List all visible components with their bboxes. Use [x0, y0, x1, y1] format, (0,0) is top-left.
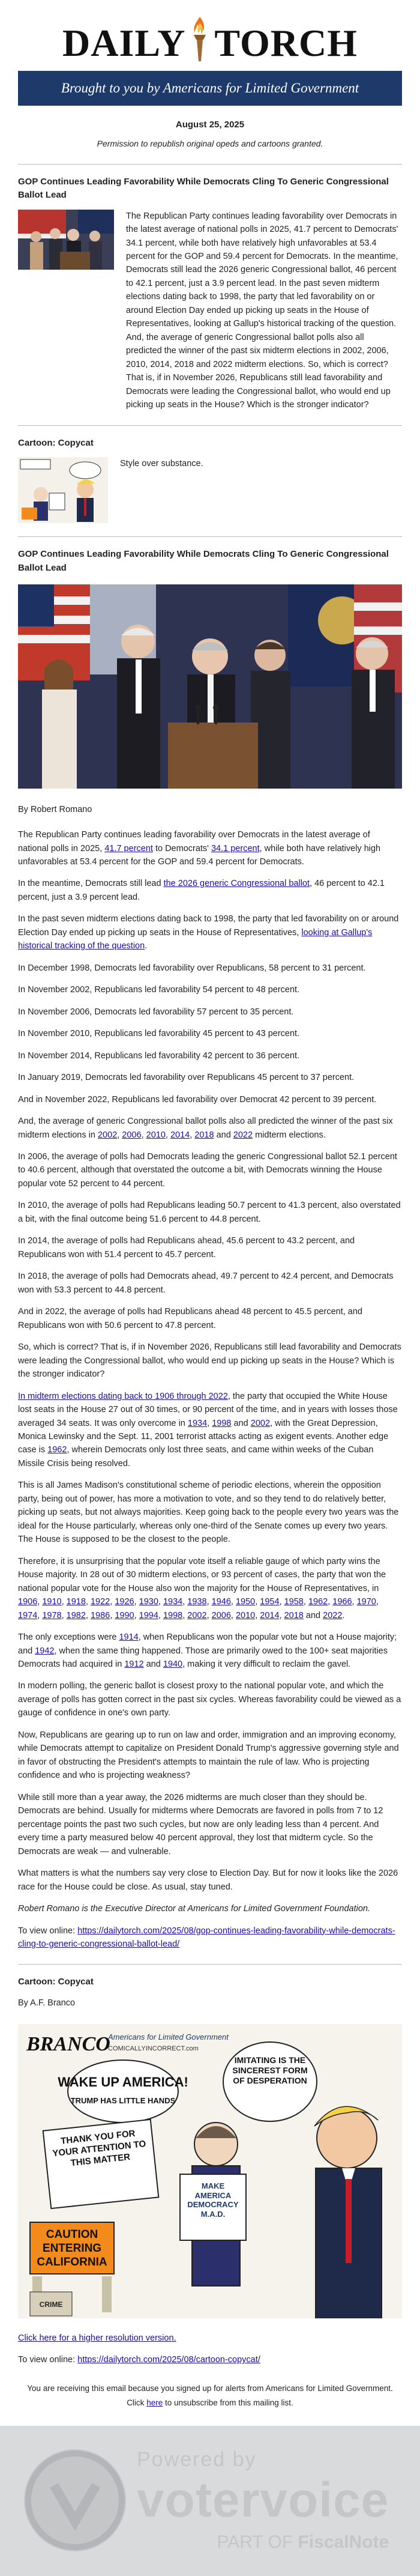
article-paragraph: In 2018, the average of polls had Democrats ahead, 49.7 percent to 42.4 percent, and Democrats won with 53.3 percent to 44.8 percent. [18, 1271, 394, 1295]
hires-link[interactable]: Click here for a higher resolution version. [18, 2333, 176, 2343]
issue-date: August 25, 2025 [175, 119, 245, 130]
article-paragraph: In November 2014, Republicans led favorability 42 percent to 36 percent. [18, 1050, 300, 1061]
link-year[interactable]: 1934 [187, 1418, 208, 1428]
footer-notice: You are receiving this email because you signed up for alerts from Americans for Limited Government. [27, 2383, 393, 2393]
link-year[interactable]: 1910 [42, 1597, 62, 1607]
text-run: to unsubscribe from this mailing list. [163, 2398, 293, 2408]
votervoice-brand: votervoice [137, 2473, 389, 2528]
link-year[interactable]: 2014 [170, 1130, 190, 1140]
summary-gop-favorability [18, 175, 402, 412]
link-year[interactable]: 1914 [119, 1632, 139, 1643]
divider [18, 536, 402, 537]
cartoon-barricade-text: CAUTION ENTERING CALIFORNIA [37, 2228, 107, 2269]
link-year[interactable]: 1954 [260, 1597, 280, 1607]
link-year[interactable]: 1986 [90, 1610, 110, 1620]
text-run: and [231, 1418, 251, 1428]
fiscalnote-brand: FiscalNote [298, 2532, 389, 2553]
article-paragraph: In 2006, the average of polls had Democrats leading the generic Congressional ballot 52.1 percent to 40.6 percent, although that overstated the outcome a bit, with Democrats winning the House popular vote 52 percent to 44 percent. [18, 1152, 397, 1189]
text-run: , wherein Democrats only lost three seats, and came within weeks of the Cuban Missile Crisis being resolved. [18, 1445, 374, 1468]
year-link-list: 1906, 1910, 1918, 1922, 1926, 1930, 1934, 1938, 1946, 1950, 1954, 1958, 1962, 1966, 1970, 1974, 1978, 1982, 1986, 1990, 1994, 1998, 2002, 2006, 2010, 2014, 2018 [18, 1597, 379, 1620]
text-run: In the meantime, Democrats still lead [18, 879, 164, 889]
link-year[interactable]: 1966 [332, 1597, 352, 1607]
link-favorability-dem[interactable]: 34.1 percent [211, 843, 260, 853]
article-paragraph: And, the average of generic Congressional ballot polls also all predicted the winner of the past six midterm elections in 2002, 2006, 2010, 2014, 2018 and 2022 midterm elections. [18, 1117, 393, 1140]
link-generic-ballot[interactable]: the 2026 generic Congressional ballot [163, 879, 310, 889]
link-year[interactable]: 1906 [18, 1597, 38, 1607]
link-year[interactable]: 1942 [35, 1646, 55, 1656]
author-bio [18, 1902, 402, 1915]
link-year[interactable]: 2022 [323, 1610, 343, 1620]
view-online-label: To view online: [18, 2355, 78, 2365]
masthead [18, 0, 402, 106]
summary-title-cartoon[interactable]: Cartoon: Copycat [18, 437, 94, 448]
link-year[interactable]: 1958 [284, 1597, 304, 1607]
text-run: and [303, 1610, 323, 1620]
article-paragraph: While still more than a year away, the 2026 midterms are much closer than they should be. Democrats are behind. Usually for midterms where Democrats are favored in polls from 7 to 12 percentage points the past two such cycles, but now are only leading less than 4 percent. And every time a party measured below 40 percent approval, they lost that midterm cycle. So the Democrats are weak — and vulnerable. [18, 1792, 383, 1856]
cartoon-brand-site: COMICALLYINCORRECT.com [108, 2045, 199, 2053]
article-paragraph: In November 2002, Republicans led favorability 54 percent to 48 percent. [18, 985, 300, 995]
link-year[interactable]: 1998 [212, 1418, 232, 1428]
text-run: , when the same thing happened. Those are primarily owed to the 100+ seat majorities Democrats had acquired in [18, 1646, 388, 1670]
link-year[interactable]: 1912 [124, 1659, 144, 1670]
summary-text-gop: The Republican Party continues leading favorability over Democrats in the latest average of national polls in 2025, 41.7 percent to Democrats' 34.1 percent, while both have relatively high unfavorables at 53.4 percent for the GOP and 59.4 percent for Democrats. In the meantime, Democrats still lead the 2026 generic Congressional ballot, 46 percent to 42.1 percent, just a 3.9 percent lead. In the past seven midterm elections dating back to 1998, the party that led favorability on or around Election Day ended up picking up seats in the House of Representatives, looking at Gallup's historical tracking of the question. And, the average of generic Congressional ballot polls also all predicted the winner of the past six midterm elections in 2002, 2006, 2010, 2014, 2018 and 2022 midterm elections. So, which is correct? That is, if in November 2026, Republicans still lead favorability and Democrats were leading the Congressional ballot, who would end up picking up seats in the House? Which is the stronger indicator? [126, 211, 398, 410]
article-paragraph: In 2010, the average of polls had Republicans leading 50.7 percent to 41.3 percent, also overstated a bit, with the final outcome being 51.6 percent to 44.8 percent. [18, 1201, 401, 1224]
text-run: , while both have relatively high unfavorables at 53.4 percent for the GOP and 59.4 percent for Democrats. [18, 843, 381, 867]
cartoon-thumbnail[interactable] [18, 457, 108, 523]
text-run: And, the average of generic Congressional ballot polls also all predicted the winner of the past six midterm elections in [18, 1117, 393, 1140]
link-year[interactable]: 1990 [115, 1610, 134, 1620]
article-paragraph: And in November 2022, Republicans led favorability over Democrat 42 percent to 39 percent. [18, 1094, 377, 1105]
link-year[interactable]: 2022 [233, 1130, 253, 1140]
text-run: , 46 percent to 42.1 percent, just a 3.9 percent lead. [18, 879, 385, 902]
logo-text-daily: DAILY [62, 22, 186, 64]
text-run: , making it very difficult to reclaim the gavel. [182, 1659, 351, 1670]
text-run: . [342, 1610, 345, 1620]
article-url-link[interactable]: https://dailytorch.com/2025/08/gop-continues-leading-favorability-while-democrats-cling-to-generic-congressional-ballot-lead/ [18, 1926, 395, 1949]
link-year[interactable]: 1998 [163, 1610, 183, 1620]
article-paragraph: So, which is correct? That is, if in November 2026, Republicans still lead favorability and Democrats were leading the Congressional ballot, who would end up picking up seats in the House? Which is the stronger indicator? [18, 1342, 401, 1380]
text-run: , the party that occupied the White House lost seats in the House 27 out of 30 times, or 90 percent of the time, and in years with losses those averaged 34 seats. It was only overcome in [18, 1391, 398, 1428]
text-run: In the past seven midterm elections dating back to 1998, the party that led favorability on or around Election Day ended up picking up seats in the House of Representatives, [18, 914, 399, 938]
article-paragraph: In November 2006, Democrats led favorability 57 percent to 35 percent. [18, 1007, 294, 1017]
link-year[interactable]: 1982 [66, 1610, 86, 1620]
article-paragraph: What matters is what the numbers say very close to Election Day. But for now it looks like the 2026 race for the House could be close. As usual, stay tuned. [18, 1868, 398, 1892]
press-conference-thumbnail[interactable] [18, 210, 114, 270]
cartoon-title: Cartoon: Copycat [18, 1977, 94, 1987]
view-online [18, 1924, 402, 1951]
cartoon-byline: By A.F. Branco [18, 1998, 76, 2008]
link-year[interactable]: 1926 [115, 1597, 134, 1607]
text-run: The only exceptions were [18, 1632, 119, 1643]
text-run: Click [127, 2398, 147, 2408]
text-run: , when Republicans won the popular vote but not a House majority; and [18, 1632, 397, 1656]
text-run: to Democrats' [152, 843, 211, 853]
divider [18, 425, 402, 426]
link-year[interactable]: 1930 [139, 1597, 158, 1607]
cartoon-bubble-wake: WAKE UP AMERICA! [58, 2074, 188, 2090]
article-paragraph: And in 2022, the average of polls had Republicans ahead 48 percent to 45.5 percent, and Republicans won with 50.6 percent to 47.8 percent. [18, 1307, 362, 1330]
daily-torch-logo[interactable] [18, 16, 402, 62]
text-run: . [145, 941, 148, 951]
footer-unsubscribe [18, 2396, 402, 2410]
logo-text-torch: TORCH [214, 22, 358, 64]
link-year[interactable]: 1962 [308, 1597, 328, 1607]
votervoice-logo-icon [24, 2449, 126, 2551]
article-paragraph [18, 1631, 402, 1671]
text-run: , with the Great Depression, Monica Lewinsky and the Sept. 11, 2001 terrorist attacks acting as exigent events. Another edge case is [18, 1418, 389, 1455]
permission-note: Permission to republish original opeds and cartoons granted. [97, 138, 323, 148]
cartoon-bubble-imitating: IMITATING IS THE SINCEREST FORM OF DESPERATION [232, 2055, 308, 2086]
cartoon-brand-name: BRANCO [26, 2033, 110, 2056]
link-year[interactable]: 1946 [211, 1597, 231, 1607]
cartoon-bubble-hands: TRUMP HAS LITTLE HANDS [70, 2096, 176, 2106]
link-year[interactable]: 1918 [66, 1597, 86, 1607]
email-footer [18, 2381, 402, 2411]
summary-title-gop[interactable]: GOP Continues Leading Favorability While Democrats Cling To Generic Congressional Ballot Lead [18, 176, 389, 201]
link-favorability-gop[interactable]: 41.7 percent [104, 843, 153, 853]
author-bio-text: Robert Romano is the Executive Director at Americans for Limited Government Foundation. [18, 1904, 370, 1914]
link-gallup-tracking[interactable]: looking at Gallup's historical tracking of the question [18, 927, 373, 951]
article-paragraph [18, 1555, 402, 1622]
article-paragraph: In November 2010, Republicans led favorability 45 percent to 43 percent. [18, 1029, 300, 1039]
article-paragraph: Now, Republicans are gearing up to run on law and order, immigration and an improving economy, while Democrats attempt to capitalize on President Donald Trump's aggressive governing style and in favor of obstructing the President's attempts to maintain the rule of law. Who is projecting confidence and who is projecting weakness? [18, 1730, 399, 1781]
link-year[interactable]: 1940 [163, 1659, 183, 1670]
votervoice-footer-banner[interactable] [0, 2426, 420, 2576]
text-run: The Republican Party continues leading favorability over Democrats in the latest average of national polls in 2025, [18, 830, 370, 853]
view-online [18, 2353, 402, 2366]
view-online-label: To view online: [18, 1926, 78, 1936]
link-year[interactable]: 1962 [47, 1445, 67, 1455]
powered-by-label: Powered by [137, 2448, 257, 2471]
article-paragraph [18, 877, 402, 904]
tagline-banner: Brought to you by Americans for Limited Government [18, 71, 402, 106]
article-paragraph: In January 2019, Democrats led favorability over Republicans 45 percent to 37 percent. [18, 1073, 355, 1083]
link-year[interactable]: 2018 [194, 1130, 214, 1140]
link-year[interactable]: 1978 [42, 1610, 62, 1620]
article-gop-favorability [18, 548, 402, 1951]
text-run: PART OF [217, 2532, 298, 2553]
text-run: and [143, 1659, 163, 1670]
link-midterm-history[interactable]: In midterm elections dating back to 1906 through 2022 [18, 1391, 228, 1401]
cartoon-url-link[interactable]: https://dailytorch.com/2025/08/cartoon-copycat/ [77, 2355, 260, 2365]
link-year[interactable]: 1922 [90, 1597, 110, 1607]
cartoon-brand-sub: Americans for Limited Government [108, 2032, 229, 2042]
article-title: GOP Continues Leading Favorability While Democrats Cling To Generic Congressional Ballot Lead [18, 549, 389, 573]
text-run: and [214, 1130, 233, 1140]
link-year[interactable]: 2002 [250, 1418, 271, 1428]
votervoice-part-of [137, 2529, 389, 2557]
link-year[interactable]: 2006 [122, 1130, 142, 1140]
link-year[interactable]: 2002 [187, 1610, 207, 1620]
link-year[interactable]: 2014 [260, 1610, 280, 1620]
article-paragraph: This is all James Madison's constitutional scheme of periodic elections, wherein the opposition party, being out of power, has more a motivation to vote, and so they tend to do relatively better, picking up seats, but not always majorities. Keep going back to the people every two years was the ideal for the House particularly, whereas only one-third of the Senate comes up every two years. The House is supposed to be the closest to the people. [18, 1480, 399, 1545]
article-hero-image [18, 584, 402, 789]
cartoon-section [18, 1975, 402, 2366]
link-year[interactable]: 1974 [18, 1610, 38, 1620]
divider [18, 164, 402, 165]
divider [18, 1964, 402, 1965]
link-year[interactable]: 2002 [97, 1130, 118, 1140]
article-byline: By Robert Romano [18, 804, 92, 814]
cartoon-image[interactable] [18, 2024, 402, 2318]
link-year[interactable]: 2006 [211, 1610, 231, 1620]
link-year[interactable]: 2010 [146, 1130, 166, 1140]
torch-icon [189, 16, 211, 62]
cartoon-box-label: CRIME [39, 2300, 63, 2309]
article-paragraph [18, 828, 402, 868]
cartoon-tablet-text: MAKE AMERICA DEMOCRACY M.A.D. [187, 2181, 239, 2219]
link-year[interactable]: 2010 [235, 1610, 256, 1620]
article-paragraph: In midterm elections dating back to 1906 through 2022, the party that occupied the White House lost seats in the House 27 out of 30 times, or 90 percent of the time, and in years with losses those averaged 34 seats. It was only overcome in 1934, 1998 and 2002, with the Great Depression, Monica Lewinsky and the Sept. 11, 2001 terrorist attacks acting as exigent events. Another edge case is 1962, wherein Democrats only lost three seats, and came within weeks of the Cuban Missile Crisis being resolved. [18, 1391, 398, 1468]
link-year[interactable]: 1994 [139, 1610, 158, 1620]
text-run: midterm elections. [253, 1130, 326, 1140]
summary-text-cartoon: Style over substance. [120, 459, 203, 469]
article-paragraph: In December 1998, Democrats led favorability over Republicans, 58 percent to 31 percent. [18, 963, 366, 973]
cartoon-sign-text: THANK YOU FOR YOUR ATTENTION TO THIS MATTER [52, 2129, 146, 2169]
link-year[interactable]: 1934 [163, 1597, 183, 1607]
unsubscribe-link[interactable]: here [146, 2398, 163, 2408]
article-paragraph: In 2014, the average of polls had Republicans ahead, 45.6 percent to 43.2 percent, and Republicans won with 51.4 percent to 45.7 percent. [18, 1236, 355, 1259]
text-run: Therefore, it is unsurprising that the popular vote itself a reliable gauge of which party wins the House majority. In 28 out of 30 midterm elections, or 93 percent of cases, the party that won the national popular vote for the House also won the majority for the House of Representatives, in [18, 1556, 386, 1593]
article-paragraph [18, 912, 402, 953]
link-year[interactable]: 2018 [284, 1610, 304, 1620]
summary-cartoon-copycat [18, 437, 402, 524]
cartoon-hires [18, 2332, 402, 2345]
link-year[interactable]: 1950 [235, 1597, 256, 1607]
link-year[interactable]: 1938 [187, 1597, 207, 1607]
article-paragraph: In modern polling, the generic ballot is closest proxy to the national popular vote, and which the average of polls has gotten correct in the past six cycles. Whereas favorability could be viewed as a gauge of confidence in one's own party. [18, 1681, 401, 1718]
link-year[interactable]: 1970 [356, 1597, 376, 1607]
